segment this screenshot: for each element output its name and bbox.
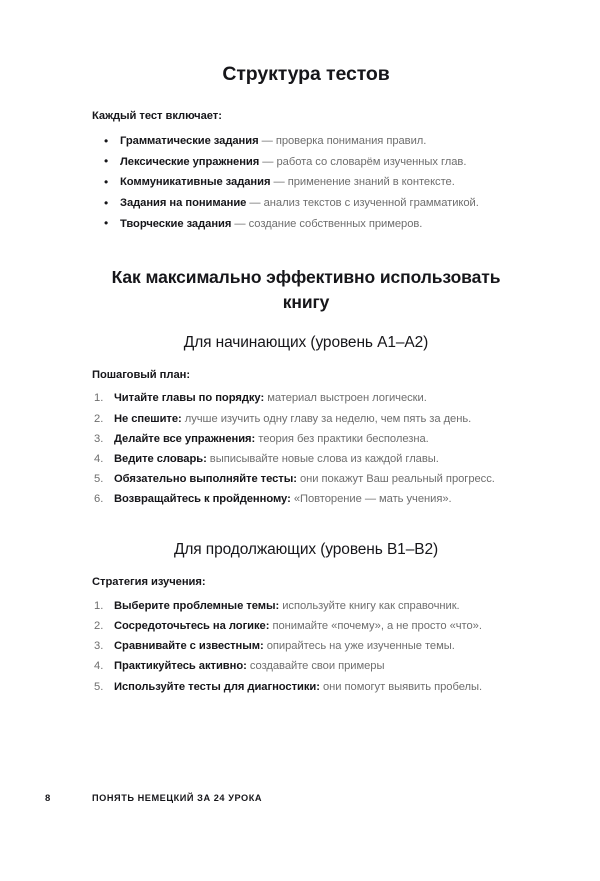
list-item: [92, 430, 520, 448]
list-item-desc: — анализ текстов с изученной грамматикой.: [246, 197, 479, 210]
list-item: [92, 215, 520, 233]
list-item: [92, 637, 520, 655]
list-item-term: Грамматические задания: [120, 135, 259, 148]
list-item-desc: — проверка понимания правил.: [258, 135, 427, 148]
list-item-term: Лексические упражнения: [120, 155, 260, 168]
spacer: [92, 561, 520, 574]
subheading-beginners: Для начинающих (уровень А1–А2): [183, 333, 429, 351]
list-item: [92, 597, 520, 615]
list-item: [92, 389, 520, 407]
list-item: [92, 173, 520, 191]
page-number: 8: [45, 793, 51, 804]
subheading-advanced: Для продолжающих (уровень B1–B2): [173, 541, 439, 559]
spacer: [92, 354, 520, 367]
list-item: [92, 657, 520, 675]
list-item-desc: — применение знаний в контексте.: [270, 176, 455, 189]
list-item-term: Практикуйтесь активно:: [114, 660, 247, 673]
list-item: [92, 410, 520, 428]
list-item-desc: — работа со словарём изученных глав.: [259, 155, 467, 168]
list-item-desc: они покажут Ваш реальный прогресс.: [296, 472, 495, 485]
advanced-lead: Стратегия изучения:: [92, 576, 206, 589]
list-item: [92, 470, 520, 488]
list-item: [92, 490, 520, 508]
list-item-term: Возвращайтесь к пройденному:: [114, 493, 291, 506]
list-item-desc: «Повторение — мать учения».: [290, 493, 452, 506]
page-title: Структура тестов: [222, 63, 390, 85]
list-item-term: Обязательно выполняйте тесты:: [114, 472, 297, 485]
list-item-desc: выписывайте новые слова из каждой главы.: [206, 452, 439, 465]
test-structure-list: [92, 132, 520, 233]
list-item: [92, 153, 520, 171]
list-item-desc: используйте книгу как справочник.: [279, 599, 460, 612]
running-book-title: ПОНЯТЬ НЕМЕЦКИЙ ЗА 24 УРОКА: [92, 793, 263, 803]
spacer: [92, 314, 520, 333]
advanced-steps-list: [92, 597, 520, 696]
page-footer: [0, 793, 600, 813]
list-item-term: Ведите словарь:: [114, 452, 207, 465]
list-item: [92, 678, 520, 696]
list-item: [92, 617, 520, 635]
beginners-lead: Пошаговый план:: [92, 368, 191, 381]
list-item-term: Сравнивайте с известным:: [114, 640, 264, 653]
list-item-term: Сосредоточьтесь на логике:: [114, 620, 270, 633]
spacer: [92, 510, 520, 540]
list-item: [92, 132, 520, 150]
list-item-term: Коммуникативные задания: [120, 176, 271, 189]
beginners-steps-list: [92, 389, 520, 508]
list-item-desc: создавайте свои примеры: [246, 660, 385, 673]
list-item-desc: понимайте «почему», а не просто «что».: [269, 620, 482, 633]
list-item-desc: опирайтесь на уже изученные темы.: [263, 640, 455, 653]
list-item-term: Делайте все упражнения:: [114, 432, 256, 445]
list-item-desc: они помогут выявить пробелы.: [319, 680, 483, 693]
list-item-desc: — создание собственных примеров.: [231, 217, 423, 230]
list-item: [92, 194, 520, 212]
section-heading-how-to-use: Как максимально эффективно использовать книгу: [111, 267, 501, 312]
page-content: [92, 62, 520, 698]
list-item-term: Творческие задания: [120, 217, 232, 230]
spacer: [92, 235, 520, 265]
list-item-desc: лучше изучить одну главу за неделю, чем пять за день.: [181, 412, 472, 425]
list-item-term: Не спешите:: [114, 412, 182, 425]
list-item-desc: материал выстроен логически.: [264, 392, 427, 405]
list-item: [92, 450, 520, 468]
list-item-desc: теория без практики бесполезна.: [255, 432, 429, 445]
list-item-term: Задания на понимание: [120, 197, 247, 210]
test-structure-lead: Каждый тест включает:: [92, 110, 222, 123]
list-item-term: Читайте главы по порядку:: [114, 392, 265, 405]
list-item-term: Выберите проблемные темы:: [114, 599, 280, 612]
list-item-term: Используйте тесты для диагностики:: [114, 680, 320, 693]
